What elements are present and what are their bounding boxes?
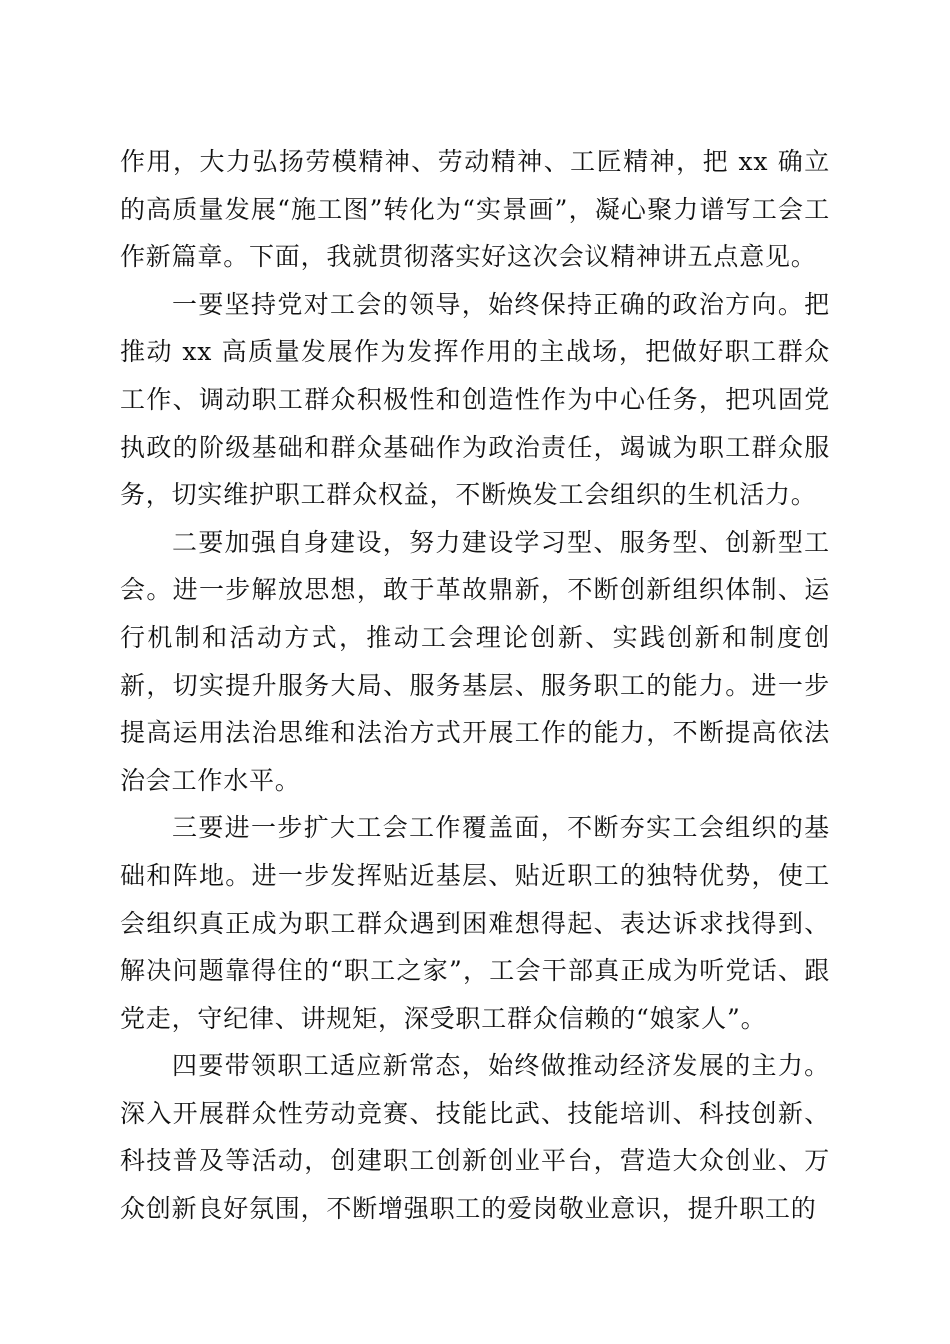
paragraph-point-one: 一要坚持党对工会的领导，始终保持正确的政治方向。把推动 xx 高质量发展作为发挥作用的主战场，把做好职工群众工作、调动职工群众积极性和创造性作为中心任务，把巩固党执政的阶级基础和群众基础作为政治责任，竭诚为职工群众服务，切实维护职工群众权益，不断焕发工会组织的生机活力。	[120, 289, 830, 510]
paragraph-point-four: 四要带领职工适应新常态，始终做推动经济发展的主力。深入开展群众性劳动竞赛、技能比武、技能培训、科技创新、科技普及等活动，创建职工创新创业平台，营造大众创业、万众创新良好氛围，不断增强职工的爱岗敬业意识，提升职工的	[120, 1051, 830, 1224]
paragraph-continued: 作用，大力弘扬劳模精神、劳动精神、工匠精神，把 xx 确立的高质量发展“施工图”转化为“实景画”，凝心聚力谱写工会工作新篇章。下面，我就贯彻落实好这次会议精神讲五点意见。	[120, 147, 830, 272]
document-body	[120, 138, 830, 1233]
paragraph-point-three: 三要进一步扩大工会工作覆盖面，不断夯实工会组织的基础和阵地。进一步发挥贴近基层、贴近职工的独特优势，使工会组织真正成为职工群众遇到困难想得起、表达诉求找得到、解决问题靠得住的“职工之家”，工会干部真正成为听党话、跟党走，守纪律、讲规矩，深受职工群众信赖的“娘家人”。	[120, 813, 830, 1033]
paragraph-point-two: 二要加强自身建设，努力建设学习型、服务型、创新型工会。进一步解放思想，敢于革故鼎新，不断创新组织体制、运行机制和活动方式，推动工会理论创新、实践创新和制度创新，切实提升服务大局、服务基层、服务职工的能力。进一步提高运用法治思维和法治方式开展工作的能力，不断提高依法治会工作水平。	[120, 527, 830, 795]
